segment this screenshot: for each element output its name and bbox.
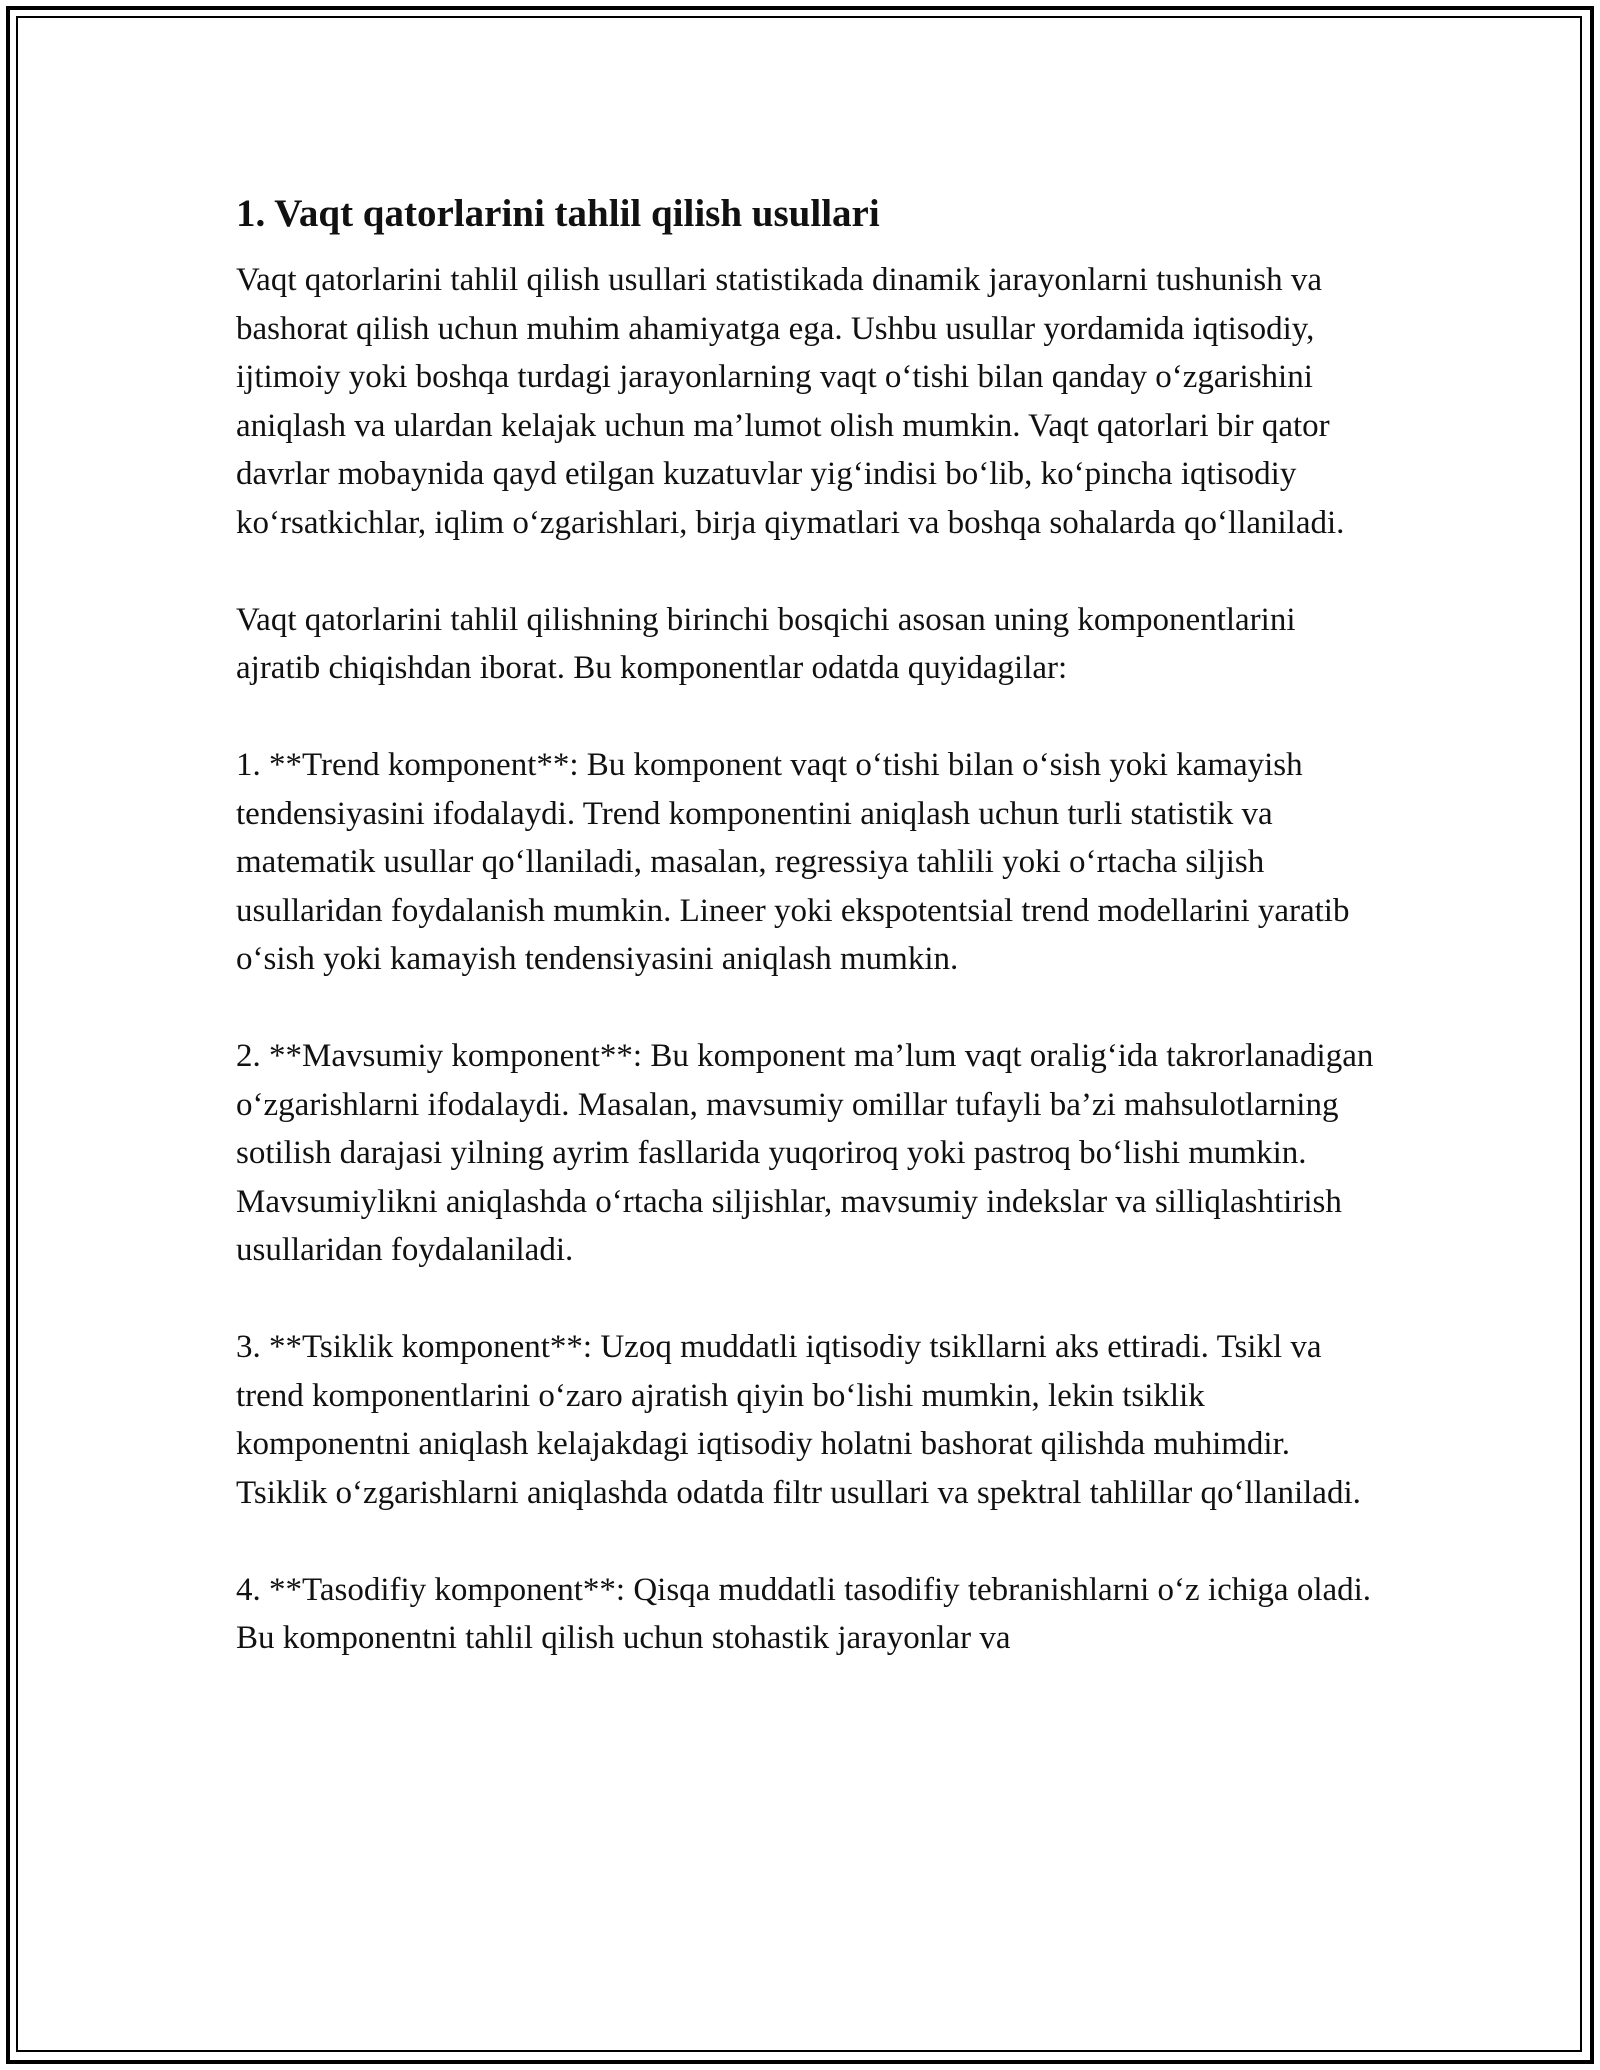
document-body	[236, 186, 1376, 1663]
list-item-cyclical: 3. **Tsiklik komponent**: Uzoq muddatli iqtisodiy tsikllarni aks ettiradi. Tsikl va trend komponentlarini o‘zaro ajratish qiyin bo‘lishi mumkin, lekin tsiklik komponentni aniqlash kelajakdagi iqtisodiy holatni bashorat qilishda muhimdir. Tsiklik o‘zgarishlarni aniqlashda odatda filtr usullari va spektral tahlillar qo‘llaniladi.	[236, 1329, 1361, 1511]
list-item-trend: 1. **Trend komponent**: Bu komponent vaqt o‘tishi bilan o‘sish yoki kamayish tendensiyasini ifodalaydi. Trend komponentini aniqlash uchun turli statistik va matematik usullar qo‘llaniladi, masalan, regressiya tahlili yoki o‘rtacha siljish usullaridan foydalanish mumkin. Lineer yoki ekspotentsial trend modellarini yaratib o‘sish yoki kamayish tendensiyasini aniqlash mumkin.	[236, 747, 1350, 977]
paragraph-intro: Vaqt qatorlarini tahlil qilish usullari statistikada dinamik jarayonlarni tushunish va bashorat qilish uchun muhim ahamiyatga ega. Ushbu usullar yordamida iqtisodiy, ijtimoiy yoki boshqa turdagi jarayonlarning vaqt o‘tishi bilan qanday o‘zgarishini aniqlash va ulardan kelajak uchun ma’lumot olish mumkin. Vaqt qatorlari bir qator davrlar mobaynida qayd etilgan kuzatuvlar yig‘indisi bo‘lib, ko‘pincha iqtisodiy ko‘rsatkichlar, iqlim o‘zgarishlari, birja qiymatlari va boshqa sohalarda qo‘llaniladi.	[236, 262, 1345, 541]
list-item-random: 4. **Tasodifiy komponent**: Qisqa muddatli tasodifiy tebranishlarni o‘z ichiga oladi. Bu komponentni tahlil qilish uchun stohastik jarayonlar va	[236, 1571, 1372, 1656]
list-item-seasonal: 2. **Mavsumiy komponent**: Bu komponent ma’lum vaqt oralig‘ida takrorlanadigan o‘zgarishlarni ifodalaydi. Masalan, mavsumiy omillar tufayli ba’zi mahsulotlarning sotilish darajasi yilning ayrim fasllarida yuqoriroq yoki pastroq bo‘lishi mumkin. Mavsumiylikni aniqlashda o‘rtacha siljishlar, mavsumiy indekslar va silliqlashtirish usullaridan foydalaniladi.	[236, 1038, 1374, 1268]
paragraph-components-intro: Vaqt qatorlarini tahlil qilishning birinchi bosqichi asosan uning komponentlarini ajratib chiqishdan iborat. Bu komponentlar odatda quyidagilar:	[236, 601, 1296, 686]
document-title: 1. Vaqt qatorlarini tahlil qilish usullari	[236, 192, 880, 235]
